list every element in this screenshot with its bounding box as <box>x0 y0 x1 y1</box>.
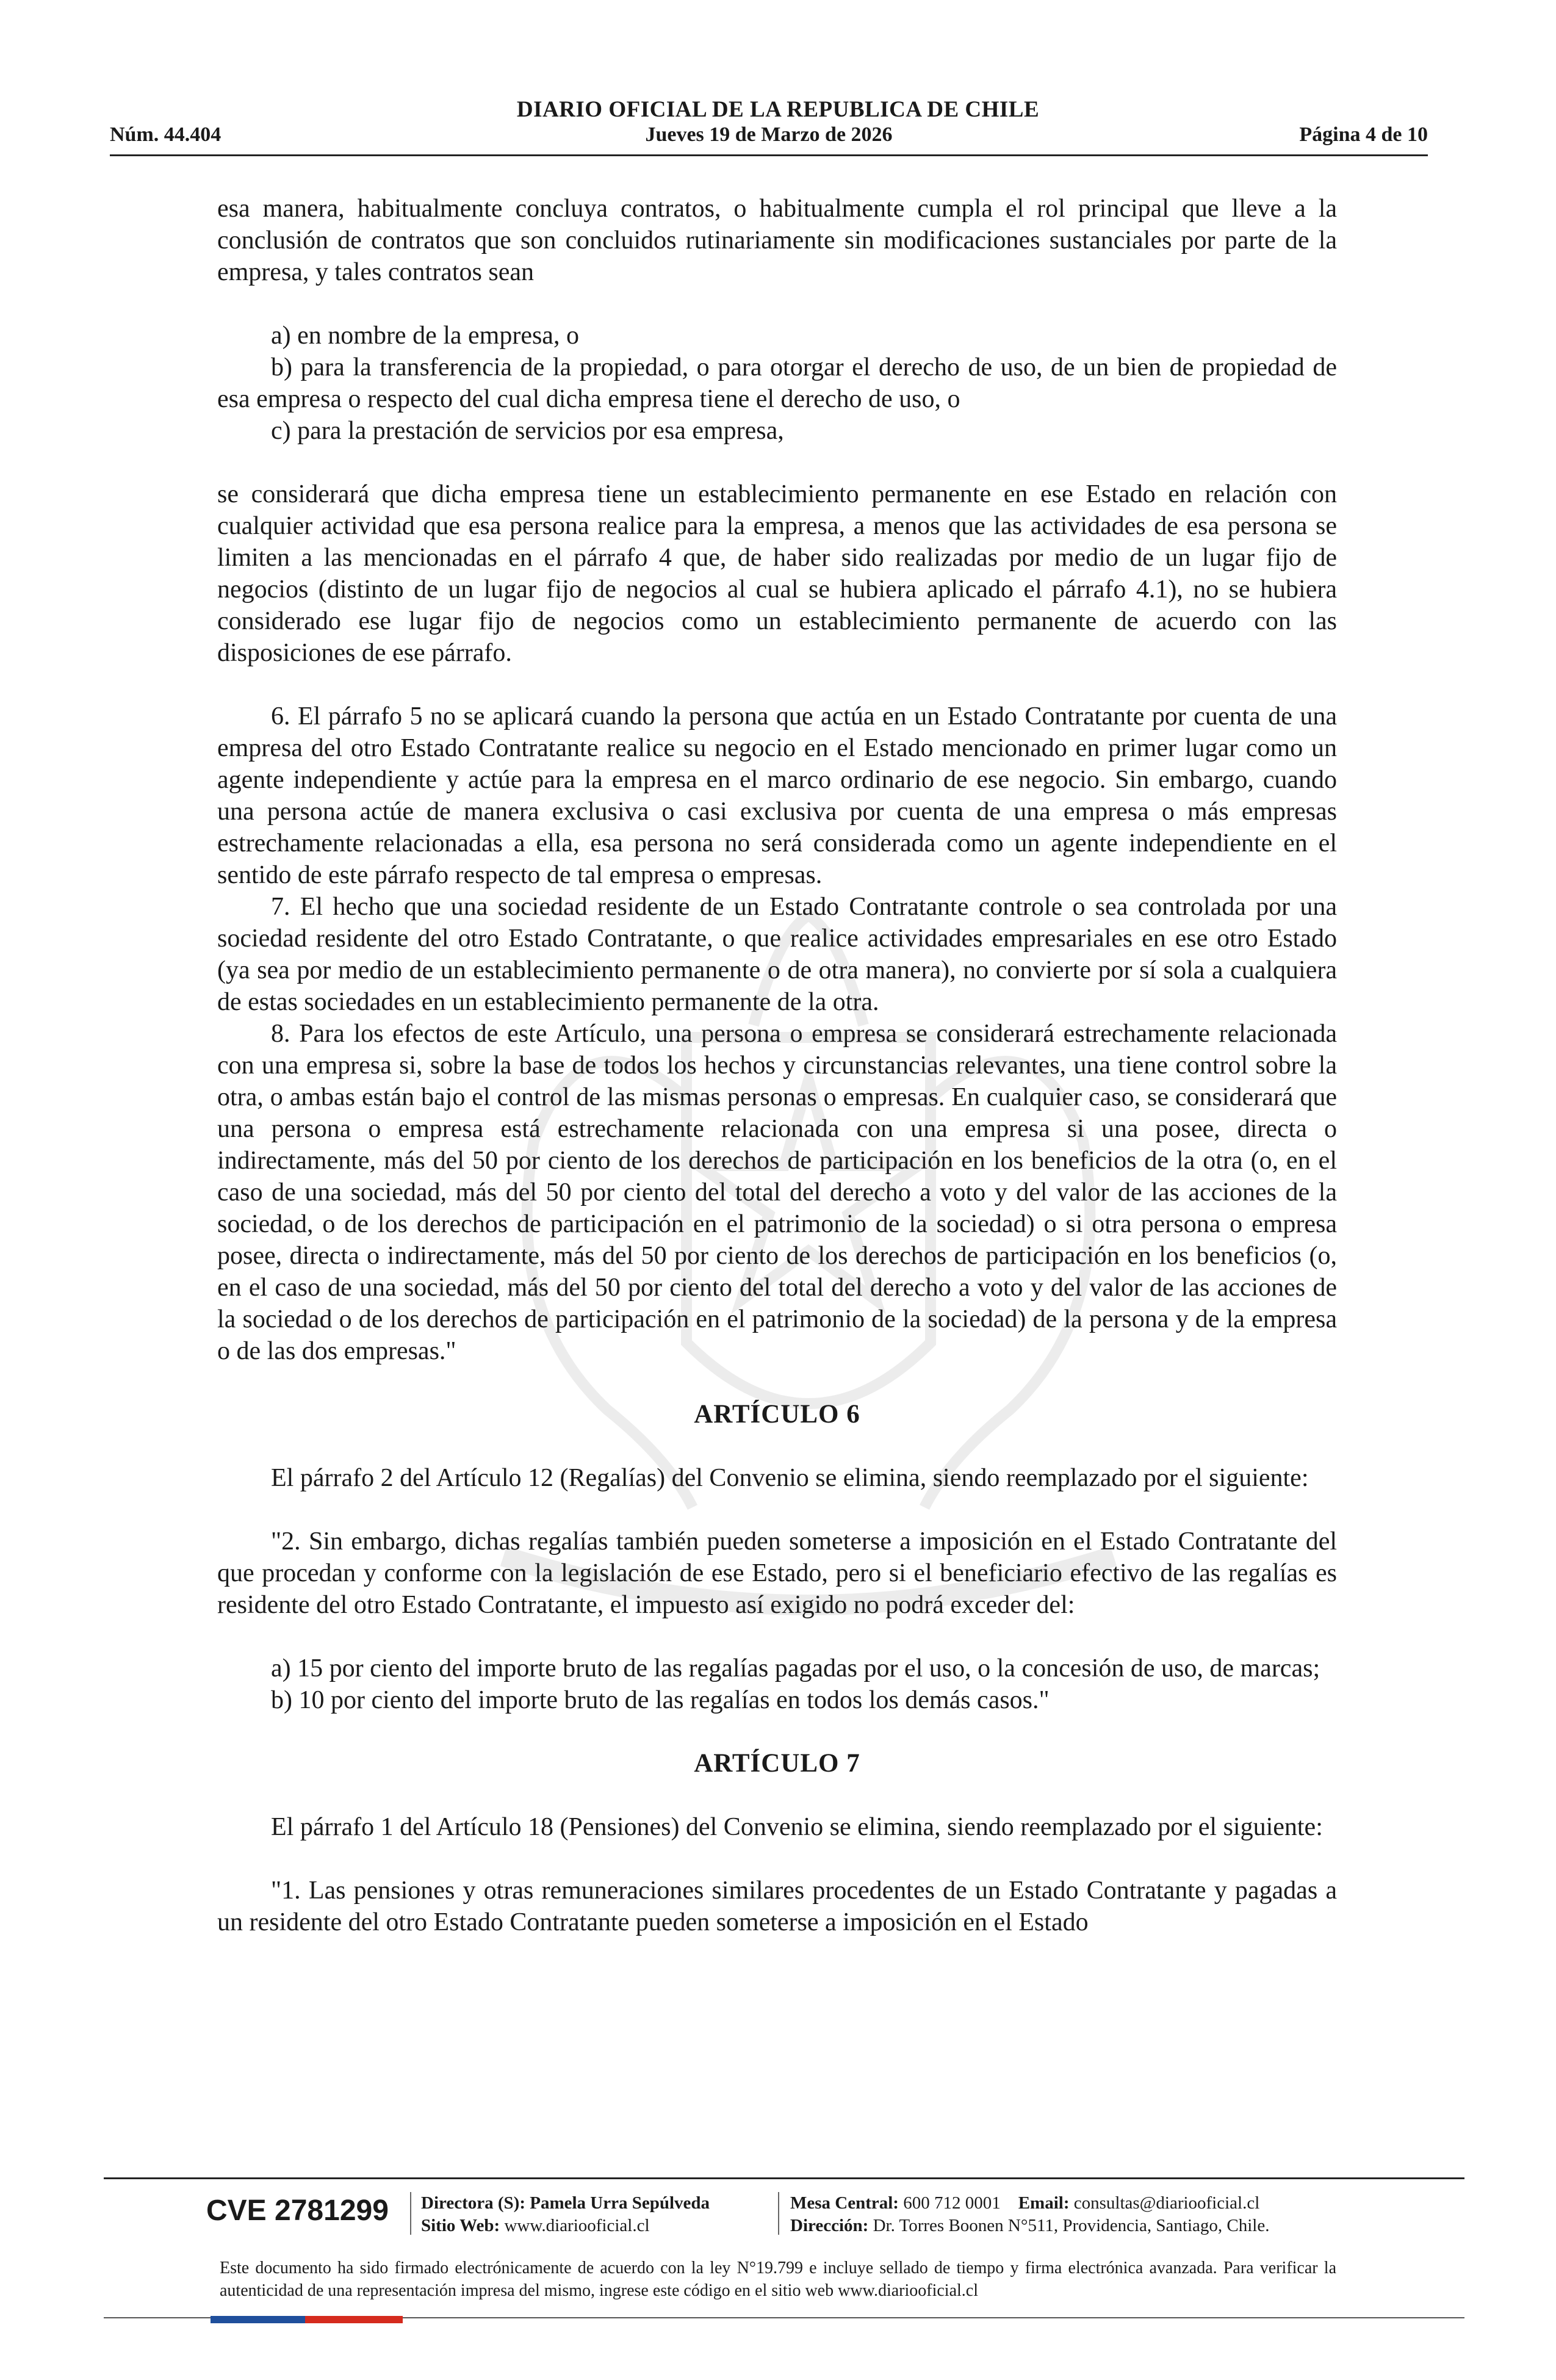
phone-label: Mesa Central: <box>790 2193 899 2213</box>
phone-value: 600 712 0001 <box>903 2193 1001 2213</box>
director-line <box>421 2192 710 2215</box>
paragraph-6: 6. El párrafo 5 no se aplicará cuando la persona que actúa en un Estado Contratante por cuenta de una empresa del otro Estado Contratante realice su negocio en el Estado mencionado en primer lugar como un agente independiente y actúe para la empresa en el marco ordinario de ese negocio. Sin embargo, cuando una persona actúe de manera exclusiva o casi exclusiva por cuenta de una empresa o más empresas estrechamente relacionadas a ella, esa persona no será considerada como un agente independiente en el sentido de este párrafo respecto de tal empresa o empresas. <box>217 702 1337 889</box>
list-item-c: c) para la prestación de servicios por esa empresa, <box>271 417 784 445</box>
flag-stripe-red <box>305 2316 403 2323</box>
paragraph-conclusion: se considerará que dicha empresa tiene un establecimiento permanente en ese Estado en relación con cualquier actividad que esa persona realice para la empresa, a menos que las actividades de esa persona se limiten a las mencionadas en el párrafo 4 que, de haber sido realizadas por medio de un lugar fijo de negocios (distinto de un lugar fijo de negocios al cual se hubiera aplicado el párrafo 4.1), no se hubiera considerado ese lugar fijo de negocios como un establecimiento permanente de acuerdo con las disposiciones de ese párrafo. <box>217 480 1337 667</box>
article-6-quote: "2. Sin embargo, dichas regalías también pueden someterse a imposición en el Estado Contratante del que procedan y conforme con la legislación de ese Estado, pero si el beneficiario efectivo de las regalías es residente del otro Estado Contratante, el impuesto así exigido no podrá exceder del: <box>217 1527 1337 1619</box>
email-link[interactable]: consultas@diariooficial.cl <box>1073 2193 1260 2213</box>
footer-contact-block <box>790 2192 1269 2237</box>
paragraph-7: 7. El hecho que una sociedad residente de un Estado Contratante controle o sea controlada por una sociedad residente del otro Estado Contratante, o que realice actividades empresariales en ese otro Estado (ya sea por medio de un establecimiento permanente o de otra manera), no convierte por sí sola a cualquiera de estas sociedades en un establecimiento permanente de la otra. <box>217 893 1337 1016</box>
address-label: Dirección: <box>790 2216 869 2235</box>
list-item-b: b) para la transferencia de la propiedad, o para otorgar el derecho de uso, de un bien de propiedad de esa empresa o respecto del cual dicha empresa tiene el derecho de uso, o <box>217 353 1337 413</box>
article-7-quote: "1. Las pensiones y otras remuneraciones similares procedentes de un Estado Contratante y pagadas a un residente del otro Estado Contratante pueden someterse a imposición en el Estado <box>217 1877 1337 1936</box>
page-number: Página 4 de 10 <box>1299 123 1428 146</box>
website-line <box>421 2215 710 2237</box>
article-6-item-a: a) 15 por ciento del importe bruto de las regalías pagadas por el uso, o la concesión de uso, de marcas; <box>271 1654 1320 1682</box>
article-7-heading: ARTÍCULO 7 <box>694 1749 860 1778</box>
paragraph-continuation: esa manera, habitualmente concluya contratos, o habitualmente cumpla el rol principal que lleve a la conclusión de contratos que son concluidos rutinariamente sin modificaciones sustanciales por parte de la empresa, y tales contratos sean <box>217 195 1337 286</box>
list-item-a: a) en nombre de la empresa, o <box>271 322 579 350</box>
website-label: Sitio Web: <box>421 2216 500 2235</box>
email-label: Email: <box>1018 2193 1070 2213</box>
electronic-signature-note: Este documento ha sido firmado electrónicamente de acuerdo con la ley N°19.799 e incluye sellado de tiempo y firma electrónica avanzada. Para verificar la autenticidad de una representación impresa del mismo, ingrese este código en el sitio web www.diariooficial.cl <box>220 2259 1336 2300</box>
flag-stripe-blue <box>211 2316 305 2323</box>
footer-separator-1 <box>410 2192 411 2235</box>
header-divider <box>110 154 1428 156</box>
footer-separator-2 <box>778 2192 779 2235</box>
article-6-intro: El párrafo 2 del Artículo 12 (Regalías) del Convenio se elimina, siendo reemplazado por el siguiente: <box>271 1464 1309 1492</box>
issue-date: Jueves 19 de Marzo de 2026 <box>645 123 893 146</box>
website-link[interactable]: www.diariooficial.cl <box>504 2216 650 2235</box>
paragraph-8: 8. Para los efectos de este Artículo, una persona o empresa se considerará estrechamente relacionada con una empresa si, sobre la base de todos los hechos y circunstancias relevantes, una tiene control sobre la otra, o ambas están bajo el control de las mismas personas o empresas. En cualquier caso, se considerará que una persona o empresa está estrechamente relacionada con una empresa si una posee, directa o indirectamente, más del 50 por ciento de los derechos de participación en los beneficios de la otra (o, en el caso de una sociedad, más del 50 por ciento del total del derecho a voto y del valor de las acciones de la sociedad, o de los derechos de participación en el patrimonio de la sociedad) o si otra persona o empresa posee, directa o indirectamente, más del 50 por ciento de los derechos de participación en los beneficios (o, en el caso de una sociedad, más del 50 por ciento del total del derecho a voto y del valor de las acciones de la sociedad o de los derechos de participación en el patrimonio de la sociedad) de la persona y de la empresa o de las dos empresas." <box>217 1020 1337 1365</box>
director-label: Directora (S): <box>421 2193 525 2213</box>
article-6-item-b: b) 10 por ciento del importe bruto de las regalías en todos los demás casos." <box>271 1686 1050 1714</box>
footer-divider-top <box>104 2177 1464 2179</box>
director-name: Pamela Urra Sepúlveda <box>530 2193 710 2213</box>
publication-title: DIARIO OFICIAL DE LA REPUBLICA DE CHILE <box>516 97 1040 122</box>
footer-director-block <box>421 2192 710 2237</box>
address-line <box>790 2215 1269 2237</box>
cve-code: CVE 2781299 <box>206 2194 389 2227</box>
contact-line <box>790 2192 1269 2215</box>
issue-number: Núm. 44.404 <box>110 123 222 146</box>
article-6-heading: ARTÍCULO 6 <box>694 1400 860 1429</box>
article-7-intro: El párrafo 1 del Artículo 18 (Pensiones) del Convenio se elimina, siendo reemplazado por el siguiente: <box>271 1813 1323 1841</box>
header-row <box>110 123 1428 150</box>
address-value: Dr. Torres Boonen N°511, Providencia, Santiago, Chile. <box>873 2216 1270 2235</box>
document-body <box>217 193 1337 1938</box>
